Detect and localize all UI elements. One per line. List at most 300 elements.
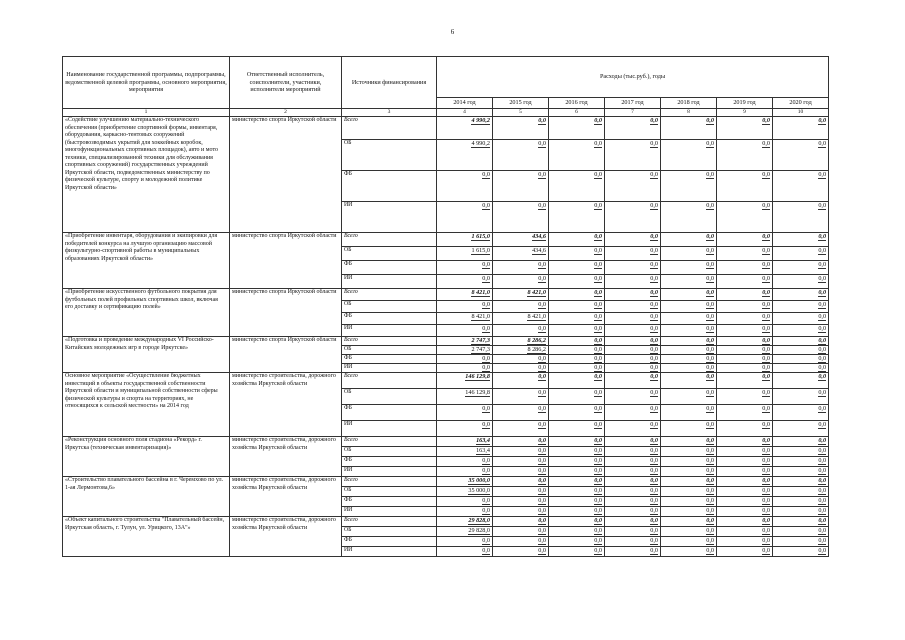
expense-cell <box>493 547 549 557</box>
measure-executor: министерство строительства, дорожного хозяйства Иркутской области <box>230 373 342 437</box>
expense-cell <box>717 547 773 557</box>
expense-value: 0,0 <box>650 140 658 147</box>
expense-cell <box>717 202 773 233</box>
expense-value: 0,0 <box>538 467 546 474</box>
expense-value: 0,0 <box>594 447 602 454</box>
expense-value: 0,0 <box>818 301 827 308</box>
expense-value: 0,0 <box>762 171 770 178</box>
expense-cell <box>549 337 605 346</box>
expense-value: 0,0 <box>594 261 602 268</box>
expense-cell <box>605 202 661 233</box>
expense-cell <box>661 527 717 537</box>
expense-value: 0,0 <box>818 517 827 524</box>
expense-cell <box>493 447 549 457</box>
expense-value: 0,0 <box>762 447 770 454</box>
expense-value: 0,0 <box>594 405 602 412</box>
expense-value: 0,0 <box>818 202 827 209</box>
expense-cell <box>717 405 773 421</box>
expense-value: 0,0 <box>538 140 546 147</box>
header-name: Наименование государственной программы, подпрограммы, ведомственной целевой программы, основного мероприятия, мероприятия <box>63 57 230 109</box>
expense-cell <box>605 140 661 171</box>
expense-cell <box>717 487 773 497</box>
expense-value: 0,0 <box>594 477 602 484</box>
expense-cell <box>605 301 661 313</box>
expense-cell <box>717 247 773 261</box>
expense-cell <box>493 289 549 301</box>
expense-value: 0,0 <box>482 405 490 412</box>
funding-source: ФБ <box>342 405 437 421</box>
expense-value: 0,0 <box>762 364 770 371</box>
expense-cell <box>549 467 605 477</box>
expense-value: 0,0 <box>594 346 602 353</box>
expense-value: 0,0 <box>762 261 770 268</box>
header-source: Источники финансирования <box>342 57 437 109</box>
measure-name: «Приобретение искусственного футбольного покрытия для футбольных полей профильных спортивных школ, включая его доставку и сертификацию полей» <box>63 289 230 337</box>
expense-value: 0,0 <box>594 364 602 371</box>
expense-cell <box>773 497 829 507</box>
expense-value: 0,0 <box>594 247 602 254</box>
expense-value: 0,0 <box>762 437 770 444</box>
header-executor: Ответственный исполнитель, соисполнители, участники, исполнители мероприятий <box>230 57 342 109</box>
expense-value: 4 990,2 <box>471 117 490 124</box>
expense-value: 0,0 <box>482 325 490 332</box>
expense-value: 146 129,8 <box>465 373 490 380</box>
expense-cell <box>493 537 549 547</box>
expense-cell <box>493 421 549 437</box>
expense-cell <box>605 233 661 247</box>
expense-value: 0,0 <box>762 487 770 494</box>
expense-cell <box>549 487 605 497</box>
expense-cell <box>661 477 717 487</box>
expense-value: 0,0 <box>762 389 770 396</box>
expense-value: 0,0 <box>650 517 658 524</box>
expense-cell <box>661 171 717 202</box>
expense-value: 163,4 <box>476 447 490 454</box>
expense-value: 0,0 <box>706 517 714 524</box>
expense-value: 0,0 <box>818 275 827 282</box>
expense-value: 0,0 <box>538 325 546 332</box>
expense-cell <box>437 233 493 247</box>
expense-value: 0,0 <box>482 261 490 268</box>
expense-value: 0,0 <box>594 355 602 362</box>
expense-value: 0,0 <box>650 477 658 484</box>
expense-value: 8 421,0 <box>527 289 546 296</box>
expense-cell <box>437 477 493 487</box>
expense-cell <box>605 477 661 487</box>
expense-cell <box>773 313 829 325</box>
expense-value: 0,0 <box>706 467 714 474</box>
expense-cell <box>605 117 661 140</box>
expense-value: 0,0 <box>818 171 827 178</box>
expense-value: 434,6 <box>532 233 546 240</box>
expense-cell <box>773 117 829 140</box>
expense-value: 0,0 <box>706 140 714 147</box>
expense-cell <box>661 289 717 301</box>
expense-cell <box>773 421 829 437</box>
expense-value: 0,0 <box>818 389 827 396</box>
column-number: 6 <box>549 109 605 117</box>
column-number: 10 <box>773 109 829 117</box>
expense-cell <box>437 517 493 527</box>
expense-cell <box>549 171 605 202</box>
funding-source: ФБ <box>342 537 437 547</box>
expense-value: 0,0 <box>706 487 714 494</box>
expense-value: 35 000,0 <box>468 477 490 484</box>
expense-cell <box>773 517 829 527</box>
expense-value: 0,0 <box>818 364 827 371</box>
expense-cell <box>549 389 605 405</box>
expense-cell <box>493 301 549 313</box>
expense-value: 29 828,0 <box>468 517 490 524</box>
expense-value: 0,0 <box>818 247 827 254</box>
expense-cell <box>661 346 717 355</box>
expense-value: 0,0 <box>538 507 546 514</box>
expense-cell <box>605 289 661 301</box>
expense-cell <box>549 289 605 301</box>
expense-cell <box>605 497 661 507</box>
funding-source: Всего <box>342 289 437 301</box>
funding-source: ФБ <box>342 355 437 364</box>
expense-value: 0,0 <box>706 447 714 454</box>
column-number: 1 <box>63 109 230 117</box>
measure-name: «Содействие улучшению материально-технического обеспечения (приобретение спортивной формы, инвентаря, оборудования, каркасно-тентовых сооружений (быстровозводимых укрытий для хоккейных коробок, многофункциональных спортивных площадок), авто и мото техники, специализированной техники для обслуживания спортивных сооружений) государственных учреждений Иркутской области, подведомственных министерству по физической культуре, спорту и молодежной политике Иркутской области» <box>63 117 230 233</box>
expense-cell <box>605 364 661 373</box>
funding-source: ФБ <box>342 313 437 325</box>
expense-cell <box>437 247 493 261</box>
expense-value: 0,0 <box>818 507 827 514</box>
expense-cell <box>605 517 661 527</box>
funding-source: ИИ <box>342 467 437 477</box>
expense-value: 0,0 <box>594 517 602 524</box>
expense-value: 0,0 <box>650 313 658 320</box>
header-year: 2020 год <box>773 98 829 109</box>
funding-source: Всего <box>342 437 437 447</box>
expense-cell <box>773 457 829 467</box>
measure-executor: министерство спорта Иркутской области <box>230 289 342 337</box>
expense-cell <box>437 437 493 447</box>
expense-value: 0,0 <box>706 247 714 254</box>
expense-cell <box>437 497 493 507</box>
table-row <box>63 233 829 247</box>
expense-value: 0,0 <box>650 507 658 514</box>
expense-value: 0,0 <box>706 497 714 504</box>
expense-value: 0,0 <box>762 457 770 464</box>
expense-cell <box>773 289 829 301</box>
expense-cell <box>717 355 773 364</box>
expense-cell <box>549 537 605 547</box>
expense-cell <box>493 389 549 405</box>
funding-source: ФБ <box>342 261 437 275</box>
expense-cell <box>717 313 773 325</box>
expense-value: 0,0 <box>762 313 770 320</box>
expense-value: 1 615,0 <box>471 233 490 240</box>
expense-cell <box>549 313 605 325</box>
funding-source: ФБ <box>342 457 437 467</box>
expense-cell <box>549 405 605 421</box>
expense-value: 0,0 <box>818 497 827 504</box>
measure-name: «Приобретение инвентаря, оборудования и экипировки для победителей конкурса на лучшую организацию массовой физкультурно-спортивной работы в муниципальных образованиях Иркутской области» <box>63 233 230 289</box>
expense-value: 0,0 <box>650 301 658 308</box>
expense-value: 0,0 <box>594 313 602 320</box>
expense-value: 0,0 <box>706 421 714 428</box>
expense-cell <box>717 117 773 140</box>
expense-cell <box>549 477 605 487</box>
expense-value: 0,0 <box>538 355 546 362</box>
expense-value: 0,0 <box>650 447 658 454</box>
expense-value: 0,0 <box>706 301 714 308</box>
measure-name: «Подготовка и проведение международных VI Российско-Китайских молодежных игр в городе Иркутске» <box>63 337 230 373</box>
expense-cell <box>661 373 717 389</box>
expense-value: 0,0 <box>650 487 658 494</box>
expense-value: 0,0 <box>818 313 827 320</box>
expense-value: 0,0 <box>538 477 546 484</box>
expense-value: 0,0 <box>538 497 546 504</box>
expense-value: 0,0 <box>762 140 770 147</box>
expense-value: 0,0 <box>706 275 714 282</box>
page-number: 6 <box>450 28 455 36</box>
expense-cell <box>717 421 773 437</box>
expense-value: 0,0 <box>650 171 658 178</box>
expense-cell <box>717 467 773 477</box>
funding-source: ОБ <box>342 140 437 171</box>
expense-value: 0,0 <box>650 405 658 412</box>
expense-value: 0,0 <box>762 547 770 554</box>
expense-value: 0,0 <box>594 233 602 240</box>
expense-value: 0,0 <box>650 537 658 544</box>
funding-source: Всего <box>342 337 437 346</box>
expense-value: 2 747,3 <box>471 337 490 344</box>
expense-value: 0,0 <box>762 325 770 332</box>
expense-value: 0,0 <box>594 487 602 494</box>
expense-value: 0,0 <box>538 202 546 209</box>
expense-value: 0,0 <box>538 537 546 544</box>
expense-value: 4 990,2 <box>471 140 490 147</box>
expense-value: 146 129,8 <box>465 389 490 396</box>
expense-cell <box>717 517 773 527</box>
expense-value: 0,0 <box>706 547 714 554</box>
expense-cell <box>493 233 549 247</box>
expense-value: 0,0 <box>818 261 827 268</box>
expense-value: 0,0 <box>762 289 770 296</box>
expense-cell <box>493 313 549 325</box>
expense-cell <box>493 477 549 487</box>
expense-value: 0,0 <box>650 421 658 428</box>
expense-value: 0,0 <box>762 373 770 380</box>
measure-name: «Объект капитального строительства "Плавательный бассейн, Иркутская область, г. Тулун, ул. Урицкого, 13А"» <box>63 517 230 557</box>
measure-executor: министерство спорта Иркутской области <box>230 233 342 289</box>
expense-cell <box>493 275 549 289</box>
expense-value: 0,0 <box>538 487 546 494</box>
expense-cell <box>437 261 493 275</box>
header-year: 2016 год <box>549 98 605 109</box>
expense-value: 0,0 <box>762 517 770 524</box>
expense-cell <box>437 301 493 313</box>
expense-cell <box>717 389 773 405</box>
expense-cell <box>437 140 493 171</box>
table-row <box>63 289 829 301</box>
expense-value: 0,0 <box>650 247 658 254</box>
expense-value: 0,0 <box>706 313 714 320</box>
expense-value: 0,0 <box>594 140 602 147</box>
expense-cell <box>493 457 549 467</box>
expense-cell <box>605 487 661 497</box>
expense-cell <box>493 507 549 517</box>
expense-cell <box>549 364 605 373</box>
expense-cell <box>549 117 605 140</box>
expense-value: 0,0 <box>538 457 546 464</box>
funding-source: ОБ <box>342 447 437 457</box>
expense-cell <box>437 355 493 364</box>
expense-value: 0,0 <box>650 355 658 362</box>
expense-value: 0,0 <box>538 447 546 454</box>
expense-value: 0,0 <box>762 355 770 362</box>
expense-cell <box>661 325 717 337</box>
expense-cell <box>717 171 773 202</box>
funding-source: ОБ <box>342 346 437 355</box>
expense-cell <box>773 261 829 275</box>
expense-cell <box>717 337 773 346</box>
expense-value: 0,0 <box>818 373 827 380</box>
expense-value: 0,0 <box>650 117 658 124</box>
expense-cell <box>437 487 493 497</box>
expense-cell <box>549 301 605 313</box>
expense-cell <box>661 517 717 527</box>
expense-cell <box>549 507 605 517</box>
budget-table <box>62 56 829 557</box>
funding-source: ОБ <box>342 389 437 405</box>
expense-value: 0,0 <box>538 527 546 534</box>
expense-cell <box>773 275 829 289</box>
column-number: 3 <box>342 109 437 117</box>
expense-cell <box>773 373 829 389</box>
funding-source: ОБ <box>342 527 437 537</box>
expense-cell <box>437 405 493 421</box>
expense-value: 0,0 <box>762 507 770 514</box>
expense-value: 0,0 <box>650 457 658 464</box>
column-number: 2 <box>230 109 342 117</box>
funding-source: ОБ <box>342 247 437 261</box>
funding-source: ИИ <box>342 275 437 289</box>
expense-cell <box>605 527 661 537</box>
measure-executor: министерство строительства, дорожного хозяйства Иркутской области <box>230 517 342 557</box>
expense-cell <box>773 325 829 337</box>
expense-cell <box>717 497 773 507</box>
expense-cell <box>549 233 605 247</box>
expense-value: 0,0 <box>594 437 602 444</box>
expense-cell <box>549 457 605 467</box>
expense-value: 0,0 <box>650 497 658 504</box>
expense-cell <box>661 355 717 364</box>
funding-source: Всего <box>342 117 437 140</box>
expense-value: 0,0 <box>706 457 714 464</box>
expense-cell <box>717 140 773 171</box>
expense-cell <box>661 487 717 497</box>
expense-cell <box>437 467 493 477</box>
expense-cell <box>661 301 717 313</box>
expense-cell <box>717 537 773 547</box>
expense-value: 0,0 <box>594 389 602 396</box>
expense-value: 0,0 <box>818 337 827 344</box>
expense-cell <box>549 547 605 557</box>
header-year: 2019 год <box>717 98 773 109</box>
expense-value: 0,0 <box>594 547 602 554</box>
expense-cell <box>437 313 493 325</box>
expense-cell <box>773 527 829 537</box>
expense-value: 2 747,3 <box>471 346 490 353</box>
expense-value: 163,4 <box>476 437 490 444</box>
expense-value: 0,0 <box>594 537 602 544</box>
expense-cell <box>661 337 717 346</box>
expense-cell <box>493 527 549 537</box>
expense-value: 0,0 <box>762 467 770 474</box>
expense-value: 0,0 <box>538 275 546 282</box>
expense-value: 0,0 <box>818 467 827 474</box>
expense-cell <box>437 337 493 346</box>
header-year: 2018 год <box>661 98 717 109</box>
expense-value: 0,0 <box>482 457 490 464</box>
expense-cell <box>605 389 661 405</box>
expense-value: 0,0 <box>594 325 602 332</box>
table-row <box>63 373 829 389</box>
measure-executor: министерство спорта Иркутской области <box>230 337 342 373</box>
expense-value: 0,0 <box>538 389 546 396</box>
expense-value: 0,0 <box>650 389 658 396</box>
expense-cell <box>437 275 493 289</box>
expense-value: 0,0 <box>818 527 827 534</box>
expense-value: 0,0 <box>538 373 546 380</box>
column-number: 5 <box>493 109 549 117</box>
expense-cell <box>717 364 773 373</box>
expense-value: 0,0 <box>650 547 658 554</box>
expense-value: 0,0 <box>482 547 490 554</box>
expense-value: 0,0 <box>706 389 714 396</box>
expense-value: 0,0 <box>818 547 827 554</box>
expense-cell <box>605 447 661 457</box>
expense-value: 0,0 <box>594 457 602 464</box>
expense-value: 0,0 <box>650 437 658 444</box>
expense-value: 0,0 <box>650 202 658 209</box>
expense-value: 0,0 <box>706 289 714 296</box>
expense-cell <box>661 202 717 233</box>
expense-value: 0,0 <box>706 527 714 534</box>
funding-source: ИИ <box>342 364 437 373</box>
measure-name: «Строительство плавательного бассейна в г. Черемхово по ул. 1-ая Лермонтова,6» <box>63 477 230 517</box>
expense-value: 0,0 <box>650 275 658 282</box>
funding-source: Всего <box>342 477 437 487</box>
expense-value: 0,0 <box>762 202 770 209</box>
expense-value: 0,0 <box>482 301 490 308</box>
expense-cell <box>605 275 661 289</box>
expense-value: 0,0 <box>482 421 490 428</box>
expense-value: 0,0 <box>482 171 490 178</box>
expense-value: 0,0 <box>818 405 827 412</box>
funding-source: ОБ <box>342 301 437 313</box>
expense-value: 0,0 <box>594 527 602 534</box>
expense-cell <box>437 346 493 355</box>
expense-cell <box>493 364 549 373</box>
expense-value: 0,0 <box>594 301 602 308</box>
expense-value: 0,0 <box>650 373 658 380</box>
expense-value: 1 615,0 <box>471 247 490 254</box>
expense-cell <box>605 337 661 346</box>
expense-cell <box>549 373 605 389</box>
expense-cell <box>717 373 773 389</box>
expense-value: 0,0 <box>818 487 827 494</box>
expense-cell <box>437 547 493 557</box>
expense-value: 0,0 <box>538 117 546 124</box>
expense-cell <box>773 487 829 497</box>
expense-cell <box>773 477 829 487</box>
